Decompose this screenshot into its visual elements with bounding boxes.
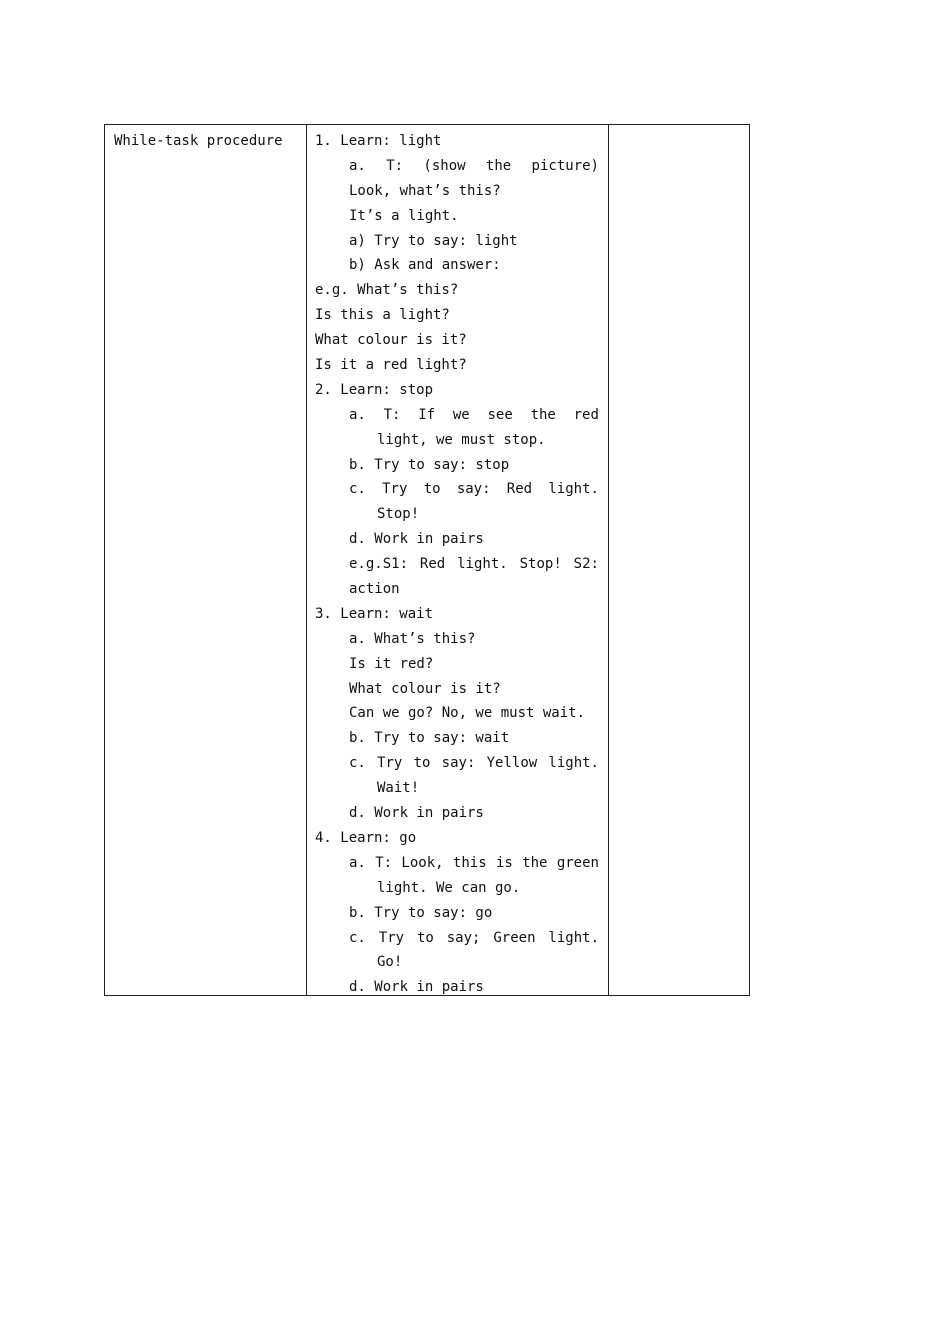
- step-line: b) Ask and answer:: [349, 257, 501, 274]
- step-line: [315, 552, 599, 577]
- step-word: to: [423, 481, 441, 498]
- step-word: we: [452, 406, 470, 423]
- step-line: action: [349, 581, 400, 598]
- step-word: a.: [349, 854, 366, 871]
- step-word: Red: [419, 556, 446, 573]
- step-line: b. Try to say: stop: [349, 456, 510, 473]
- step-word: to: [413, 755, 431, 772]
- step-line: Is this a light?: [315, 307, 450, 324]
- step-line: Is it a red light?: [315, 357, 467, 374]
- step-line: [315, 926, 599, 951]
- step-word: the: [485, 157, 512, 174]
- step-line: What colour is it?: [315, 332, 467, 349]
- step-word: If: [418, 406, 436, 423]
- step-word: say:: [456, 481, 491, 498]
- step-word: say;: [446, 929, 481, 946]
- stage-cell: [105, 125, 307, 995]
- step-word: c.: [349, 929, 366, 946]
- step-word: to: [416, 929, 434, 946]
- step-word: T:: [383, 406, 401, 423]
- step-word: say:: [441, 755, 476, 772]
- step-line: 4. Learn: go: [315, 829, 417, 846]
- step-word: picture): [531, 157, 599, 174]
- step-word: green: [556, 854, 599, 871]
- step-line: a) Try to say: light: [349, 232, 518, 249]
- step-line: 3. Learn: wait: [315, 605, 434, 622]
- step-line: It’s a light.: [349, 207, 459, 224]
- step-word: c.: [349, 481, 366, 498]
- step-word: red: [573, 406, 599, 423]
- step-line: d. Work in pairs: [349, 979, 484, 996]
- step-word: T:: [386, 157, 404, 174]
- procedure-cell: [306, 125, 609, 995]
- step-word: the: [522, 854, 548, 871]
- step-line: [315, 154, 599, 179]
- step-word: light.: [457, 556, 508, 573]
- step-word: Try: [378, 929, 405, 946]
- step-line: e.g. What’s this?: [315, 282, 459, 299]
- step-word: S2:: [573, 556, 599, 573]
- step-word: this: [452, 854, 487, 871]
- step-line: Can we go? No, we must wait.: [349, 705, 586, 722]
- step-word: Look,: [401, 854, 444, 871]
- step-word: Stop!: [519, 556, 562, 573]
- step-word: light.: [548, 929, 599, 946]
- step-word: is: [495, 854, 513, 871]
- notes-cell: [608, 125, 749, 995]
- step-line: Is it red?: [349, 655, 434, 672]
- step-line: Go!: [377, 954, 403, 971]
- step-word: Green: [493, 929, 536, 946]
- step-line: [315, 751, 599, 776]
- step-word: see: [487, 406, 513, 423]
- step-line: light, we must stop.: [377, 431, 546, 448]
- step-line: Look, what’s this?: [349, 182, 501, 199]
- step-line: d. Work in pairs: [349, 805, 484, 822]
- step-line: 1. Learn: light: [315, 133, 442, 149]
- step-line: [315, 851, 599, 876]
- step-line: Stop!: [377, 506, 420, 523]
- step-word: T:: [375, 854, 393, 871]
- step-word: light.: [548, 755, 599, 772]
- step-word: (show: [423, 157, 466, 174]
- step-word: light.: [548, 481, 599, 498]
- step-line: d. Work in pairs: [349, 531, 484, 548]
- lesson-plan-table: [104, 124, 750, 996]
- step-word: a.: [349, 406, 366, 423]
- step-line: a. What’s this?: [349, 630, 476, 647]
- step-word: the: [530, 406, 556, 423]
- step-word: a.: [349, 157, 366, 174]
- procedure-steps: [315, 129, 599, 1000]
- step-line: light. We can go.: [377, 879, 521, 896]
- step-word: Try: [377, 755, 403, 772]
- step-line: b. Try to say: wait: [349, 730, 510, 747]
- stage-label: While-task procedure: [114, 133, 283, 149]
- step-word: e.g.S1:: [349, 556, 409, 573]
- step-word: Yellow: [486, 755, 538, 772]
- step-line: What colour is it?: [349, 680, 501, 697]
- step-line: b. Try to say: go: [349, 904, 493, 921]
- step-line: [315, 403, 599, 428]
- step-line: Wait!: [377, 780, 420, 797]
- step-line: [315, 477, 599, 502]
- step-line: 2. Learn: stop: [315, 381, 434, 398]
- step-word: c.: [349, 755, 366, 772]
- step-word: Red: [506, 481, 533, 498]
- step-word: Try: [382, 481, 408, 498]
